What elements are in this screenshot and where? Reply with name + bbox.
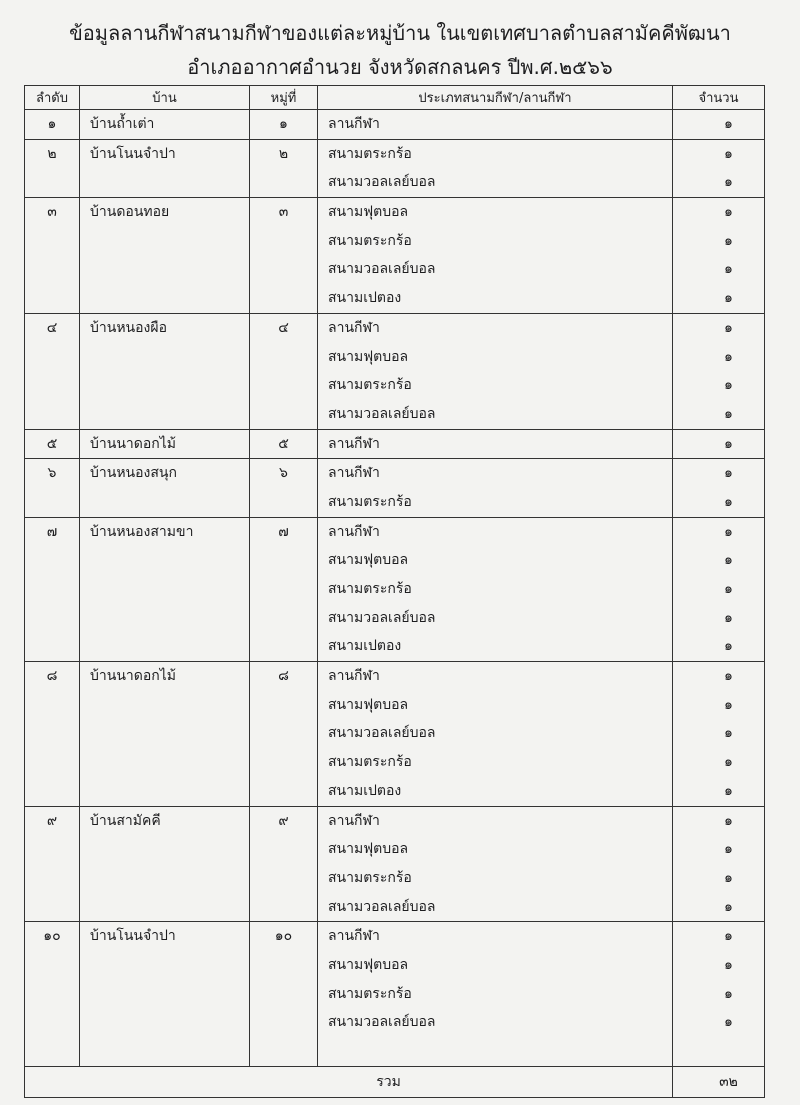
table-row <box>25 198 765 227</box>
table-row <box>25 517 765 546</box>
cell-village: บ้านหนองสนุก <box>80 459 250 488</box>
table-row <box>25 777 765 806</box>
cell-no: ๑๐ <box>25 922 80 951</box>
cell-count <box>673 1037 765 1066</box>
cell-no <box>25 255 80 284</box>
cell-moo <box>250 400 318 429</box>
cell-moo <box>250 284 318 313</box>
table-row <box>25 488 765 517</box>
cell-no <box>25 400 80 429</box>
cell-count: ๑ <box>673 1008 765 1037</box>
cell-village <box>80 980 250 1009</box>
cell-no <box>25 1008 80 1037</box>
cell-no <box>25 371 80 400</box>
cell-type: สนามวอลเลย์บอล <box>318 719 673 748</box>
cell-no <box>25 719 80 748</box>
cell-moo: ๔ <box>250 313 318 342</box>
cell-moo <box>250 255 318 284</box>
cell-type: สนามวอลเลย์บอล <box>318 604 673 633</box>
cell-village <box>80 748 250 777</box>
cell-no <box>25 980 80 1009</box>
cell-no <box>25 168 80 197</box>
cell-village: บ้านนาดอกไม้ <box>80 662 250 691</box>
cell-no <box>25 835 80 864</box>
cell-no <box>25 604 80 633</box>
cell-count: ๑ <box>673 806 765 835</box>
table-row <box>25 313 765 342</box>
cell-count: ๑ <box>673 459 765 488</box>
cell-no <box>25 893 80 922</box>
cell-no <box>25 546 80 575</box>
cell-moo <box>250 488 318 517</box>
cell-type: สนามเปตอง <box>318 632 673 661</box>
cell-count: ๑ <box>673 719 765 748</box>
cell-village <box>80 575 250 604</box>
cell-village <box>80 255 250 284</box>
cell-type: ลานกีฬา <box>318 110 673 140</box>
table-row <box>25 806 765 835</box>
cell-no <box>25 777 80 806</box>
table-row <box>25 893 765 922</box>
cell-type: สนามตระกร้อ <box>318 980 673 1009</box>
cell-moo <box>250 980 318 1009</box>
cell-count: ๑ <box>673 255 765 284</box>
cell-type: สนามวอลเลย์บอล <box>318 893 673 922</box>
cell-type: สนามตระกร้อ <box>318 227 673 256</box>
cell-type: ลานกีฬา <box>318 922 673 951</box>
cell-no: ๓ <box>25 198 80 227</box>
cell-type: สนามฟุตบอล <box>318 691 673 720</box>
cell-count: ๑ <box>673 429 765 459</box>
cell-count: ๑ <box>673 632 765 661</box>
cell-no <box>25 343 80 372</box>
table-row <box>25 1037 765 1066</box>
cell-type: ลานกีฬา <box>318 313 673 342</box>
table-row <box>25 227 765 256</box>
cell-moo <box>250 546 318 575</box>
cell-count: ๑ <box>673 922 765 951</box>
table-row <box>25 139 765 168</box>
cell-moo: ๗ <box>250 517 318 546</box>
header-count: จำนวน <box>673 86 765 110</box>
cell-count: ๑ <box>673 835 765 864</box>
cell-moo: ๓ <box>250 198 318 227</box>
sports-field-table <box>24 85 765 1098</box>
header-village: บ้าน <box>80 86 250 110</box>
cell-no <box>25 227 80 256</box>
cell-village <box>80 284 250 313</box>
table-row <box>25 168 765 197</box>
cell-village <box>80 227 250 256</box>
cell-count: ๑ <box>673 400 765 429</box>
cell-village <box>80 168 250 197</box>
table-row <box>25 459 765 488</box>
cell-count: ๑ <box>673 168 765 197</box>
cell-village <box>80 604 250 633</box>
cell-village <box>80 691 250 720</box>
cell-no <box>25 575 80 604</box>
table-row <box>25 980 765 1009</box>
cell-type: ลานกีฬา <box>318 662 673 691</box>
table-row <box>25 1008 765 1037</box>
cell-moo <box>250 575 318 604</box>
cell-type: ลานกีฬา <box>318 806 673 835</box>
cell-moo <box>250 691 318 720</box>
cell-moo <box>250 632 318 661</box>
cell-moo <box>250 748 318 777</box>
cell-no: ๒ <box>25 139 80 168</box>
cell-count: ๑ <box>673 864 765 893</box>
cell-count: ๑ <box>673 343 765 372</box>
cell-village <box>80 371 250 400</box>
cell-moo <box>250 777 318 806</box>
cell-moo <box>250 893 318 922</box>
cell-count: ๑ <box>673 227 765 256</box>
table-row <box>25 255 765 284</box>
cell-moo: ๑๐ <box>250 922 318 951</box>
cell-type: สนามวอลเลย์บอล <box>318 255 673 284</box>
cell-type <box>318 1037 673 1066</box>
cell-type: สนามเปตอง <box>318 777 673 806</box>
cell-moo <box>250 719 318 748</box>
cell-no: ๘ <box>25 662 80 691</box>
document-subtitle: อำเภออากาศอำนวย จังหวัดสกลนคร ปีพ.ศ.๒๕๖๖ <box>187 55 613 79</box>
cell-count: ๑ <box>673 488 765 517</box>
cell-moo <box>250 835 318 864</box>
table-row <box>25 835 765 864</box>
cell-count: ๑ <box>673 748 765 777</box>
total-label: รวม <box>25 1066 673 1097</box>
table-row <box>25 951 765 980</box>
cell-count: ๑ <box>673 662 765 691</box>
cell-type: สนามฟุตบอล <box>318 951 673 980</box>
table-row <box>25 604 765 633</box>
cell-moo <box>250 1037 318 1066</box>
cell-village <box>80 488 250 517</box>
cell-type: สนามวอลเลย์บอล <box>318 168 673 197</box>
cell-no: ๗ <box>25 517 80 546</box>
header-type: ประเภทสนามกีฬา/ลานกีฬา <box>318 86 673 110</box>
cell-no <box>25 864 80 893</box>
table-row <box>25 371 765 400</box>
cell-village: บ้านถ้ำเต่า <box>80 110 250 140</box>
cell-village <box>80 835 250 864</box>
table-row <box>25 864 765 893</box>
cell-village <box>80 546 250 575</box>
cell-village: บ้านหนองสามขา <box>80 517 250 546</box>
cell-type: สนามตระกร้อ <box>318 488 673 517</box>
header-no: ลำดับ <box>25 86 80 110</box>
cell-count: ๑ <box>673 777 765 806</box>
cell-village <box>80 632 250 661</box>
cell-moo <box>250 604 318 633</box>
table-row <box>25 719 765 748</box>
cell-count: ๑ <box>673 691 765 720</box>
table-row <box>25 691 765 720</box>
cell-no <box>25 284 80 313</box>
cell-village <box>80 400 250 429</box>
cell-no: ๙ <box>25 806 80 835</box>
table-row <box>25 748 765 777</box>
cell-moo: ๘ <box>250 662 318 691</box>
cell-moo <box>250 864 318 893</box>
cell-type: ลานกีฬา <box>318 459 673 488</box>
cell-village: บ้านสามัคคี <box>80 806 250 835</box>
cell-type: ลานกีฬา <box>318 517 673 546</box>
cell-type: สนามฟุตบอล <box>318 835 673 864</box>
cell-village <box>80 893 250 922</box>
cell-count: ๑ <box>673 284 765 313</box>
cell-count: ๑ <box>673 893 765 922</box>
cell-village <box>80 777 250 806</box>
cell-no: ๑ <box>25 110 80 140</box>
cell-moo: ๙ <box>250 806 318 835</box>
cell-moo <box>250 371 318 400</box>
cell-no: ๖ <box>25 459 80 488</box>
cell-moo <box>250 227 318 256</box>
cell-type: สนามวอลเลย์บอล <box>318 1008 673 1037</box>
cell-count: ๑ <box>673 604 765 633</box>
cell-count: ๑ <box>673 575 765 604</box>
table-row <box>25 922 765 951</box>
table-row <box>25 110 765 140</box>
cell-moo <box>250 951 318 980</box>
total-value: ๓๒ <box>673 1066 765 1097</box>
cell-type: สนามวอลเลย์บอล <box>318 400 673 429</box>
cell-no <box>25 488 80 517</box>
cell-village <box>80 343 250 372</box>
cell-count: ๑ <box>673 110 765 140</box>
cell-type: สนามตระกร้อ <box>318 864 673 893</box>
cell-moo: ๒ <box>250 139 318 168</box>
cell-type: สนามตระกร้อ <box>318 139 673 168</box>
cell-type: ลานกีฬา <box>318 429 673 459</box>
cell-no <box>25 748 80 777</box>
total-row <box>25 1066 765 1097</box>
table-row <box>25 343 765 372</box>
cell-moo <box>250 343 318 372</box>
cell-type: สนามฟุตบอล <box>318 198 673 227</box>
table-row <box>25 284 765 313</box>
cell-moo: ๕ <box>250 429 318 459</box>
table-row <box>25 546 765 575</box>
cell-no <box>25 632 80 661</box>
cell-count: ๑ <box>673 313 765 342</box>
document-title: ข้อมูลลานกีฬาสนามกีฬาของแต่ละหมู่บ้าน ในเขตเทศบาลตำบลสามัคคีพัฒนา <box>69 21 731 45</box>
cell-no <box>25 691 80 720</box>
cell-village <box>80 1037 250 1066</box>
cell-no: ๕ <box>25 429 80 459</box>
cell-moo <box>250 168 318 197</box>
cell-count: ๑ <box>673 517 765 546</box>
cell-village <box>80 719 250 748</box>
cell-count: ๑ <box>673 139 765 168</box>
cell-no <box>25 951 80 980</box>
cell-village <box>80 864 250 893</box>
cell-type: สนามตระกร้อ <box>318 575 673 604</box>
cell-type: สนามฟุตบอล <box>318 343 673 372</box>
cell-no <box>25 1037 80 1066</box>
cell-count: ๑ <box>673 980 765 1009</box>
table-row <box>25 632 765 661</box>
table-row <box>25 575 765 604</box>
cell-count: ๑ <box>673 371 765 400</box>
cell-moo <box>250 1008 318 1037</box>
cell-count: ๑ <box>673 951 765 980</box>
cell-village: บ้านโนนจำปา <box>80 922 250 951</box>
cell-no: ๔ <box>25 313 80 342</box>
cell-village: บ้านโนนจำปา <box>80 139 250 168</box>
table-row <box>25 400 765 429</box>
cell-count: ๑ <box>673 198 765 227</box>
table-header-row <box>25 86 765 110</box>
cell-type: สนามตระกร้อ <box>318 371 673 400</box>
cell-moo: ๑ <box>250 110 318 140</box>
cell-village <box>80 951 250 980</box>
table-row <box>25 662 765 691</box>
cell-count: ๑ <box>673 546 765 575</box>
table-row <box>25 429 765 459</box>
table-body <box>25 110 765 1098</box>
header-moo: หมู่ที่ <box>250 86 318 110</box>
cell-village: บ้านนาดอกไม้ <box>80 429 250 459</box>
cell-moo: ๖ <box>250 459 318 488</box>
cell-type: สนามตระกร้อ <box>318 748 673 777</box>
cell-village: บ้านหนองผือ <box>80 313 250 342</box>
cell-village <box>80 1008 250 1037</box>
cell-type: สนามเปตอง <box>318 284 673 313</box>
cell-type: สนามฟุตบอล <box>318 546 673 575</box>
cell-village: บ้านดอนทอย <box>80 198 250 227</box>
